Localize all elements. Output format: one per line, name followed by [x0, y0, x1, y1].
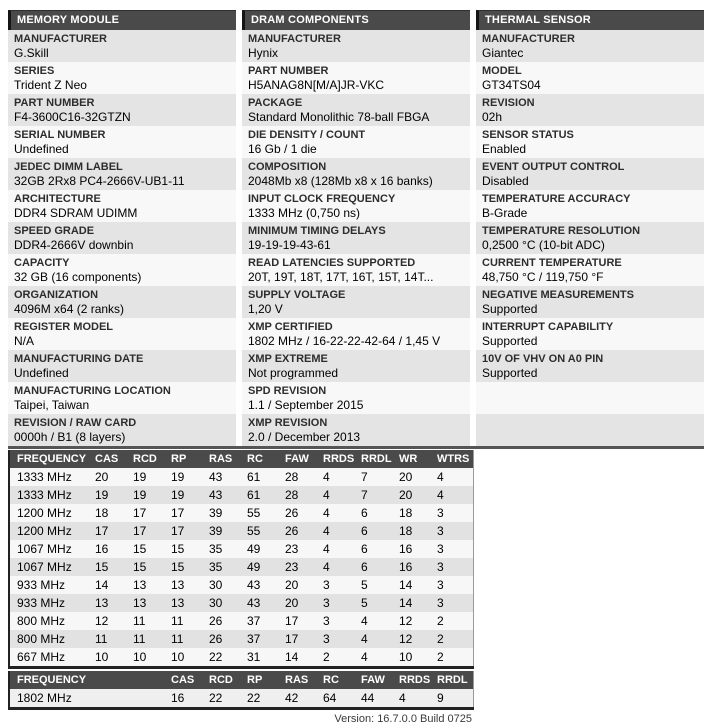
field-xmp-revision: [242, 414, 470, 446]
field-value: 0,2500 °C (10-bit ADC): [482, 238, 605, 252]
column-header-rc: RC: [321, 671, 359, 689]
column-header-wr: WR: [397, 450, 435, 468]
timing-cell: 39: [209, 506, 223, 520]
column-header-ras: RAS: [283, 671, 321, 689]
timing-cell: 11: [95, 632, 108, 646]
field-value: 32GB 2Rx8 PC4-2666V-UB1-11: [14, 174, 185, 188]
timing-cell: 35: [209, 542, 223, 556]
timing-cell: 15: [95, 560, 109, 574]
timing-cell: 5: [361, 578, 368, 592]
timing-cell: 4: [399, 691, 406, 705]
timing-cell: 31: [247, 650, 261, 664]
timing-cell: 17: [95, 524, 109, 538]
field-value: 32 GB (16 components): [14, 270, 142, 284]
field-label: REGISTER MODEL: [14, 321, 114, 333]
timing-cell: 17: [133, 524, 147, 538]
field-value: B-Grade: [482, 206, 528, 220]
table-row: [9, 540, 473, 558]
timing-cell: 4: [323, 560, 330, 574]
frequency-cell: 1802 MHz: [17, 691, 72, 705]
timing-cell: 16: [399, 560, 413, 574]
timing-cell: 3: [437, 578, 444, 592]
timing-cell: 6: [361, 542, 368, 556]
column-header-cas: CAS: [93, 450, 131, 468]
timing-cell: 28: [285, 470, 299, 484]
field-value: 19-19-19-43-61: [248, 238, 331, 252]
timing-cell: 15: [133, 542, 147, 556]
timing-cell: 14: [95, 578, 109, 592]
table-header-row: [9, 450, 473, 468]
field-manufacturer: [8, 30, 236, 62]
table-row: [9, 648, 473, 668]
timing-cell: 15: [171, 542, 185, 556]
table-row: [9, 468, 473, 486]
frequency-cell: 800 MHz: [17, 632, 66, 646]
timing-cell: 2: [437, 632, 444, 646]
timing-cell: 7: [361, 470, 368, 484]
field-value: Taipei, Taiwan: [14, 398, 90, 412]
timing-cell: 35: [209, 560, 223, 574]
table-row: [9, 522, 473, 540]
info-column-thermal-sensor: [476, 10, 704, 446]
field-register-model: [8, 318, 236, 350]
field-label: CURRENT TEMPERATURE: [482, 257, 622, 269]
timing-cell: 4: [323, 470, 330, 484]
field-series: [8, 62, 236, 94]
field-manufacturing-location: [8, 382, 236, 414]
field-part-number: [8, 94, 236, 126]
timing-cell: 3: [323, 614, 330, 628]
info-column-memory-module: [8, 10, 236, 446]
field-label: DIE DENSITY / COUNT: [248, 129, 366, 141]
field-value: GT34TS04: [482, 78, 541, 92]
field-label: PACKAGE: [248, 97, 303, 109]
timing-cell: 61: [247, 488, 261, 502]
field-temperature-accuracy: [476, 190, 704, 222]
timing-cell: 16: [399, 542, 413, 556]
field-xmp-extreme: [242, 350, 470, 382]
field-value: Trident Z Neo: [14, 78, 87, 92]
table-row: [9, 594, 473, 612]
info-columns: [8, 10, 709, 446]
timing-cell: 3: [437, 542, 444, 556]
jedec-timing-table: [8, 450, 474, 669]
timing-cell: 20: [95, 470, 109, 484]
field-capacity: [8, 254, 236, 286]
timing-cell: 3: [437, 596, 444, 610]
field-label: REVISION: [482, 97, 535, 109]
timing-cell: 4: [323, 524, 330, 538]
field-jedec-dimm-label: [8, 158, 236, 190]
field-input-clock-frequency: [242, 190, 470, 222]
timing-cell: 11: [171, 632, 184, 646]
field-event-output-control: [476, 158, 704, 190]
timing-cell: 49: [247, 560, 261, 574]
timing-cell: 13: [133, 578, 147, 592]
field-label: SERIES: [14, 65, 55, 77]
field-value: 20T, 19T, 18T, 17T, 16T, 15T, 14T...: [248, 270, 434, 284]
field-value: 1,20 V: [248, 302, 283, 316]
table-row: [9, 558, 473, 576]
field-label: PART NUMBER: [14, 97, 95, 109]
field-die-density-count: [242, 126, 470, 158]
field-temperature-resolution: [476, 222, 704, 254]
field-label: MANUFACTURING DATE: [14, 353, 144, 365]
timing-cell: 2: [437, 614, 444, 628]
field-label: XMP REVISION: [248, 417, 328, 429]
field-label: READ LATENCIES SUPPORTED: [248, 257, 416, 269]
timing-cell: 4: [323, 488, 330, 502]
timing-cell: 43: [209, 488, 223, 502]
field-sensor-status: [476, 126, 704, 158]
frequency-cell: 1333 MHz: [17, 470, 72, 484]
timing-cell: 43: [247, 596, 261, 610]
timing-cell: 14: [399, 578, 413, 592]
timing-cell: 4: [361, 614, 368, 628]
field-value: 2.0 / December 2013: [248, 430, 361, 444]
field-value: 48,750 °C / 119,750 °F: [482, 270, 604, 284]
timing-cell: 19: [133, 488, 147, 502]
timing-cell: 55: [247, 524, 261, 538]
column-header-rrdl: RRDL: [359, 450, 397, 468]
frequency-cell: 1067 MHz: [17, 542, 72, 556]
column-header-rcd: RCD: [131, 450, 169, 468]
field-label: INTERRUPT CAPABILITY: [482, 321, 614, 333]
field-value: G.Skill: [14, 46, 49, 60]
timing-cell: 9: [437, 691, 444, 705]
field-label: XMP EXTREME: [248, 353, 328, 365]
field-value: Not programmed: [248, 366, 339, 380]
timing-cell: 26: [285, 506, 299, 520]
field-label: MANUFACTURING LOCATION: [14, 385, 171, 397]
field-value: Supported: [482, 366, 538, 380]
column-header-faw: FAW: [359, 671, 397, 689]
timing-cell: 3: [437, 524, 444, 538]
timing-cell: 19: [95, 488, 109, 502]
timing-cell: 17: [285, 632, 299, 646]
xmp-timing-table: [8, 671, 474, 710]
timing-cell: 55: [247, 506, 261, 520]
timing-cell: 44: [361, 691, 375, 705]
timing-cell: 23: [285, 560, 299, 574]
timing-cell: 3: [437, 560, 444, 574]
timing-cell: 4: [361, 632, 368, 646]
timing-cell: 7: [361, 488, 368, 502]
field-manufacturer: [242, 30, 470, 62]
field-value: DDR4-2666V downbin: [14, 238, 134, 252]
field-label: SENSOR STATUS: [482, 129, 574, 141]
field-supply-voltage: [242, 286, 470, 318]
field-read-latencies-supported: [242, 254, 470, 286]
column-header-wtrs: WTRS: [435, 450, 473, 468]
timing-cell: 14: [285, 650, 299, 664]
empty-field: [476, 382, 704, 414]
timing-cell: 20: [399, 488, 413, 502]
field-label: TEMPERATURE RESOLUTION: [482, 225, 641, 237]
frequency-cell: 933 MHz: [17, 596, 66, 610]
column-header-rcd: RCD: [207, 671, 245, 689]
field-speed-grade: [8, 222, 236, 254]
field-value: 1.1 / September 2015: [248, 398, 364, 412]
field-value: N/A: [14, 334, 35, 348]
field-label: 10V OF VHV ON A0 PIN: [482, 353, 604, 365]
timing-cell: 20: [285, 578, 299, 592]
timing-cell: 2: [323, 650, 330, 664]
timing-cell: 4: [323, 542, 330, 556]
timing-cell: 6: [361, 560, 368, 574]
field-label: SERIAL NUMBER: [14, 129, 106, 141]
field-label: COMPOSITION: [248, 161, 327, 173]
timing-cell: 12: [399, 632, 413, 646]
field-value: Giantec: [482, 46, 524, 60]
field-value: Hynix: [248, 46, 279, 60]
column-header-rrdl: RRDL: [435, 671, 473, 689]
field-label: MANUFACTURER: [14, 33, 107, 45]
timing-cell: 22: [209, 691, 223, 705]
field-value: H5ANAG8N[M/A]JR-VKC: [248, 78, 385, 92]
timing-cell: 13: [95, 596, 109, 610]
timing-cell: 10: [399, 650, 413, 664]
column-header-faw: FAW: [283, 450, 321, 468]
table-row: [9, 612, 473, 630]
timing-cell: 17: [133, 506, 147, 520]
field-value: Supported: [482, 334, 538, 348]
table-row: [9, 504, 473, 522]
frequency-cell: 1200 MHz: [17, 524, 72, 538]
field-value: Supported: [482, 302, 538, 316]
field-value: Standard Monolithic 78-ball FBGA: [248, 110, 430, 124]
timing-cell: 64: [323, 691, 337, 705]
field-label: ARCHITECTURE: [14, 193, 101, 205]
field-value: 1802 MHz / 16-22-22-42-64 / 1,45 V: [248, 334, 441, 348]
timing-cell: 3: [323, 632, 330, 646]
timing-cell: 42: [285, 691, 299, 705]
field-value: F4-3600C16-32GTZN: [14, 110, 131, 124]
timing-cell: 15: [133, 560, 147, 574]
timing-cell: 26: [285, 524, 299, 538]
table-row: [9, 576, 473, 594]
timing-cell: 11: [171, 614, 184, 628]
timing-cell: 18: [399, 524, 413, 538]
field-value: 0000h / B1 (8 layers): [14, 430, 126, 444]
timing-cell: 11: [133, 614, 146, 628]
field-label: CAPACITY: [14, 257, 70, 269]
timing-cell: 5: [361, 596, 368, 610]
field-label: MODEL: [482, 65, 522, 77]
timing-cell: 19: [171, 470, 185, 484]
field-part-number: [242, 62, 470, 94]
timing-cell: 16: [95, 542, 109, 556]
timing-cell: 13: [133, 596, 147, 610]
frequency-cell: 933 MHz: [17, 578, 66, 592]
timing-cell: 15: [171, 560, 185, 574]
table-row: [9, 486, 473, 504]
field-negative-measurements: [476, 286, 704, 318]
timing-cell: 10: [133, 650, 147, 664]
field-label: SUPPLY VOLTAGE: [248, 289, 346, 301]
timing-cell: 61: [247, 470, 261, 484]
frequency-cell: 1200 MHz: [17, 506, 72, 520]
timing-cell: 37: [247, 614, 261, 628]
field-interrupt-capability: [476, 318, 704, 350]
field-manufacturing-date: [8, 350, 236, 382]
field-label: TEMPERATURE ACCURACY: [482, 193, 631, 205]
timing-cell: 4: [323, 506, 330, 520]
timing-cell: 20: [285, 596, 299, 610]
field-value: Undefined: [14, 142, 69, 156]
timing-cell: 19: [133, 470, 147, 484]
field-value: Enabled: [482, 142, 527, 156]
timing-cell: 2: [437, 650, 444, 664]
timing-cell: 20: [399, 470, 413, 484]
field-label: ORGANIZATION: [14, 289, 99, 301]
column-header-memory-module: MEMORY MODULE: [8, 10, 236, 30]
timing-cell: 6: [361, 506, 368, 520]
timing-cell: 10: [171, 650, 185, 664]
field-value: 2048Mb x8 (128Mb x8 x 16 banks): [248, 174, 433, 188]
field-architecture: [8, 190, 236, 222]
timing-cell: 39: [209, 524, 223, 538]
column-header-frequency: FREQUENCY: [9, 671, 169, 689]
column-header-rc: RC: [245, 450, 283, 468]
field-serial-number: [8, 126, 236, 158]
column-header-cas: CAS: [169, 671, 207, 689]
timing-cell: 17: [285, 614, 299, 628]
field-value: DDR4 SDRAM UDIMM: [14, 206, 138, 220]
timing-cell: 17: [171, 506, 185, 520]
field-label: MANUFACTURER: [482, 33, 575, 45]
field-label: MINIMUM TIMING DELAYS: [248, 225, 386, 237]
timing-cell: 13: [171, 596, 185, 610]
timing-cell: 4: [437, 488, 444, 502]
timing-cell: 14: [399, 596, 413, 610]
field-revision: [476, 94, 704, 126]
field-label: MANUFACTURER: [248, 33, 341, 45]
timing-cell: 3: [437, 506, 444, 520]
table-row: [9, 630, 473, 648]
timing-cell: 4: [361, 650, 368, 664]
column-header-ras: RAS: [207, 450, 245, 468]
timing-cell: 3: [323, 596, 330, 610]
version-text: Version: 16.7.0.0 Build 0725: [334, 713, 472, 725]
column-header-dram-components: DRAM COMPONENTS: [242, 10, 470, 30]
field-label: XMP CERTIFIED: [248, 321, 333, 333]
timing-cell: 12: [95, 614, 109, 628]
frequency-cell: 1067 MHz: [17, 560, 72, 574]
timing-cell: 3: [323, 578, 330, 592]
timing-cell: 10: [95, 650, 109, 664]
timing-cell: 11: [133, 632, 146, 646]
timing-cell: 26: [209, 632, 223, 646]
frequency-cell: 1333 MHz: [17, 488, 72, 502]
column-header-rrds: RRDS: [321, 450, 359, 468]
timing-cell: 23: [285, 542, 299, 556]
timing-cell: 30: [209, 578, 223, 592]
field-value: 16 Gb / 1 die: [248, 142, 317, 156]
field-xmp-certified: [242, 318, 470, 350]
column-header-rp: RP: [169, 450, 207, 468]
field-revision-raw-card: [8, 414, 236, 446]
timing-cell: 17: [171, 524, 185, 538]
timing-cell: 28: [285, 488, 299, 502]
frequency-cell: 800 MHz: [17, 614, 66, 628]
column-header-thermal-sensor: THERMAL SENSOR: [476, 10, 704, 30]
field-label: REVISION / RAW CARD: [14, 417, 137, 429]
timing-cell: 30: [209, 596, 223, 610]
field-value: 4096M x64 (2 ranks): [14, 302, 125, 316]
section-divider: [8, 446, 704, 449]
field-organization: [8, 286, 236, 318]
field-value: Disabled: [482, 174, 529, 188]
field-manufacturer: [476, 30, 704, 62]
timing-cell: 18: [95, 506, 109, 520]
timing-cell: 22: [247, 691, 261, 705]
field-model: [476, 62, 704, 94]
timing-cell: 26: [209, 614, 223, 628]
frequency-cell: 667 MHz: [17, 650, 66, 664]
timing-cell: 19: [171, 488, 185, 502]
field-minimum-timing-delays: [242, 222, 470, 254]
timing-cell: 4: [437, 470, 444, 484]
timing-cell: 12: [399, 614, 413, 628]
timing-cell: 43: [209, 470, 223, 484]
timing-cell: 13: [171, 578, 185, 592]
field-current-temperature: [476, 254, 704, 286]
field-label: INPUT CLOCK FREQUENCY: [248, 193, 396, 205]
timing-cell: 37: [247, 632, 261, 646]
field-label: EVENT OUTPUT CONTROL: [482, 161, 625, 173]
field-label: SPEED GRADE: [14, 225, 95, 237]
field-label: PART NUMBER: [248, 65, 329, 77]
timing-cell: 49: [247, 542, 261, 556]
field-value: 1333 MHz (0,750 ns): [248, 206, 361, 220]
info-column-dram-components: [242, 10, 470, 446]
timing-cell: 6: [361, 524, 368, 538]
field-label: JEDEC DIMM LABEL: [14, 161, 123, 173]
column-header-frequency: FREQUENCY: [9, 450, 93, 468]
field-label: SPD REVISION: [248, 385, 327, 397]
field-spd-revision: [242, 382, 470, 414]
timing-cell: 43: [247, 578, 261, 592]
table-row: [9, 689, 473, 709]
field-composition: [242, 158, 470, 190]
field-label: NEGATIVE MEASUREMENTS: [482, 289, 634, 301]
column-header-rrds: RRDS: [397, 671, 435, 689]
field-value: 02h: [482, 110, 503, 124]
column-header-rp: RP: [245, 671, 283, 689]
empty-field: [476, 414, 704, 446]
field-10v-of-vhv-on-a0-pin: [476, 350, 704, 382]
field-value: Undefined: [14, 366, 69, 380]
field-package: [242, 94, 470, 126]
timing-cell: 22: [209, 650, 223, 664]
timing-cell: 18: [399, 506, 413, 520]
table-header-row: [9, 671, 473, 689]
timing-cell: 16: [171, 691, 185, 705]
